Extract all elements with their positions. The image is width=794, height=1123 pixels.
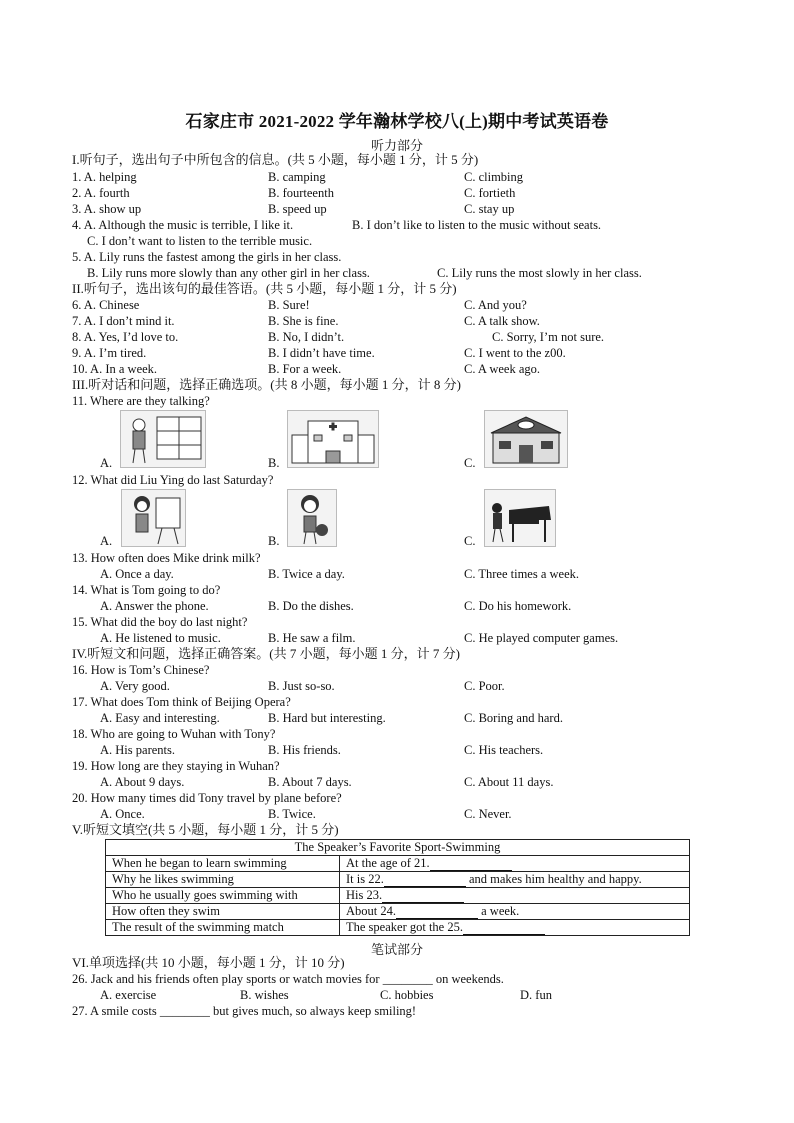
row-answer-cell bbox=[340, 872, 690, 888]
row-label: The result of the swimming match bbox=[106, 920, 340, 936]
q4-option-a: 4. A. Although the music is terrible, I like it. bbox=[72, 218, 294, 232]
q8-option-a: 8. A. Yes, I’d love to. bbox=[72, 330, 179, 344]
q27-question: 27. A smile costs ________ but gives much, so always keep smiling! bbox=[72, 1004, 417, 1018]
q19-option-b: B. About 7 days. bbox=[268, 775, 352, 789]
q11-option-c: C. bbox=[464, 456, 476, 470]
basketball-girl-picture bbox=[287, 489, 337, 547]
q18-option-c: C. His teachers. bbox=[464, 743, 544, 757]
hospital-picture bbox=[287, 410, 379, 468]
q17-option-b: B. Hard but interesting. bbox=[268, 711, 386, 725]
table-row bbox=[106, 872, 690, 888]
q2-option-b: B. fourteenth bbox=[268, 186, 334, 200]
row-answer-cell bbox=[340, 888, 690, 904]
answer-blank-24[interactable] bbox=[396, 906, 478, 919]
q10-option-c: C. A week ago. bbox=[464, 362, 541, 376]
q16-option-c: C. Poor. bbox=[464, 679, 505, 693]
table-title: The Speaker’s Favorite Sport-Swimming bbox=[106, 840, 690, 856]
row-answer-text: About 24. bbox=[346, 904, 396, 918]
row-answer-tail: a week. bbox=[478, 904, 520, 918]
q9-option-b: B. I didn’t have time. bbox=[268, 346, 375, 360]
row-answer-cell bbox=[340, 920, 690, 936]
table-row bbox=[106, 856, 690, 872]
table-row bbox=[106, 920, 690, 936]
q15-option-b: B. He saw a film. bbox=[268, 631, 356, 645]
row-answer-cell bbox=[340, 904, 690, 920]
q9-option-c: C. I went to the z00. bbox=[464, 346, 566, 360]
section-5-heading: V.听短文填空(共 5 小题，每小题 1 分，计 5 分) bbox=[72, 822, 339, 837]
q26-option-d: D. fun bbox=[520, 988, 552, 1002]
q10-option-b: B. For a week. bbox=[268, 362, 342, 376]
q19-option-a: A. About 9 days. bbox=[100, 775, 185, 789]
q12-option-b: B. bbox=[268, 534, 280, 548]
q26-option-a: A. exercise bbox=[100, 988, 157, 1002]
shop-counter-picture bbox=[120, 410, 206, 468]
piano-player-picture bbox=[484, 489, 556, 547]
row-answer-cell bbox=[340, 856, 690, 872]
section-6-heading: VI.单项选择(共 10 小题，每小题 1 分，计 10 分) bbox=[72, 955, 345, 970]
q12-option-c: C. bbox=[464, 534, 476, 548]
painting-girl-picture bbox=[121, 489, 186, 547]
q20-option-a: A. Once. bbox=[100, 807, 145, 821]
q12-option-a: A. bbox=[100, 534, 113, 548]
exam-title: 石家庄市 2021-2022 学年瀚林学校八(上)期中考试英语卷 bbox=[185, 112, 609, 131]
row-answer-text: At the age of 21. bbox=[346, 856, 430, 870]
q4-option-b: B. I don’t like to listen to the music without seats. bbox=[352, 218, 602, 232]
q2-option-c: C. fortieth bbox=[464, 186, 516, 200]
q20-option-c: C. Never. bbox=[464, 807, 512, 821]
answer-blank-21[interactable] bbox=[430, 858, 512, 871]
row-label: Why he likes swimming bbox=[106, 872, 340, 888]
q6-option-b: B. Sure! bbox=[268, 298, 310, 312]
q5-option-b: B. Lily runs more slowly than any other girl in her class. bbox=[87, 266, 370, 280]
row-answer-text: The speaker got the 25. bbox=[346, 920, 463, 934]
q13-option-b: B. Twice a day. bbox=[268, 567, 345, 581]
q4-option-c: C. I don’t want to listen to the terrible music. bbox=[87, 234, 313, 248]
answer-blank-23[interactable] bbox=[382, 890, 464, 903]
q15-option-a: A. He listened to music. bbox=[100, 631, 221, 645]
q18-option-b: B. His friends. bbox=[268, 743, 341, 757]
q6-option-c: C. And you? bbox=[464, 298, 527, 312]
store-building-picture bbox=[484, 410, 568, 468]
q15-option-c: C. He played computer games. bbox=[464, 631, 619, 645]
q17-option-c: C. Boring and hard. bbox=[464, 711, 563, 725]
q3-option-b: B. speed up bbox=[268, 202, 327, 216]
q16-option-b: B. Just so-so. bbox=[268, 679, 335, 693]
q8-option-c: C. Sorry, I’m not sure. bbox=[492, 330, 605, 344]
q1-option-b: B. camping bbox=[268, 170, 326, 184]
q3-option-a: 3. A. show up bbox=[72, 202, 142, 216]
q10-option-a: 10. A. In a week. bbox=[72, 362, 158, 376]
q2-option-a: 2. A. fourth bbox=[72, 186, 130, 200]
q9-option-a: 9. A. I’m tired. bbox=[72, 346, 147, 360]
q19-question: 19. How long are they staying in Wuhan? bbox=[72, 759, 280, 773]
q14-question: 14. What is Tom going to do? bbox=[72, 583, 221, 597]
section-2-heading: II.听句子，选出该句的最佳答语。(共 5 小题，每小题 1 分，计 5 分) bbox=[72, 281, 457, 296]
q15-question: 15. What did the boy do last night? bbox=[72, 615, 248, 629]
q14-option-c: C. Do his homework. bbox=[464, 599, 572, 613]
q18-question: 18. Who are going to Wuhan with Tony? bbox=[72, 727, 276, 741]
q16-option-a: A. Very good. bbox=[100, 679, 170, 693]
q13-option-c: C. Three times a week. bbox=[464, 567, 580, 581]
q11-question: 11. Where are they talking? bbox=[72, 394, 210, 408]
q12-question: 12. What did Liu Ying do last Saturday? bbox=[72, 473, 274, 487]
q11-option-b: B. bbox=[268, 456, 280, 470]
q1-option-c: C. climbing bbox=[464, 170, 524, 184]
q3-option-c: C. stay up bbox=[464, 202, 515, 216]
row-answer-tail: and makes him healthy and happy. bbox=[465, 872, 642, 886]
q1-option-a: 1. A. helping bbox=[72, 170, 137, 184]
q14-option-b: B. Do the dishes. bbox=[268, 599, 354, 613]
q5-option-a: 5. A. Lily runs the fastest among the girls in her class. bbox=[72, 250, 342, 264]
answer-blank-25[interactable] bbox=[463, 922, 545, 935]
q14-option-a: A. Answer the phone. bbox=[100, 599, 209, 613]
section-1-heading: I.听句子，选出句子中所包含的信息。(共 5 小题，每小题 1 分，计 5 分) bbox=[72, 152, 479, 167]
q16-question: 16. How is Tom’s Chinese? bbox=[72, 663, 210, 677]
answer-blank-22[interactable] bbox=[384, 874, 466, 887]
fill-in-table bbox=[105, 839, 690, 936]
q13-option-a: A. Once a day. bbox=[100, 567, 174, 581]
q19-option-c: C. About 11 days. bbox=[464, 775, 554, 789]
q7-option-c: C. A talk show. bbox=[464, 314, 540, 328]
row-label: When he began to learn swimming bbox=[106, 856, 340, 872]
q8-option-b: B. No, I didn’t. bbox=[268, 330, 345, 344]
q20-option-b: B. Twice. bbox=[268, 807, 316, 821]
row-answer-text: It is 22. bbox=[346, 872, 384, 886]
q20-question: 20. How many times did Tony travel by plane before? bbox=[72, 791, 342, 805]
listening-section-header: 听力部分 bbox=[370, 138, 423, 153]
q6-option-a: 6. A. Chinese bbox=[72, 298, 140, 312]
q17-question: 17. What does Tom think of Beijing Opera? bbox=[72, 695, 291, 709]
row-label: Who he usually goes swimming with bbox=[106, 888, 340, 904]
q7-option-a: 7. A. I don’t mind it. bbox=[72, 314, 175, 328]
row-answer-text: His 23. bbox=[346, 888, 383, 902]
q11-option-a: A. bbox=[100, 456, 113, 470]
q13-question: 13. How often does Mike drink milk? bbox=[72, 551, 261, 565]
section-3-heading: III.听对话和问题，选择正确选项。(共 8 小题，每小题 1 分，计 8 分) bbox=[72, 377, 461, 392]
q7-option-b: B. She is fine. bbox=[268, 314, 339, 328]
table-row bbox=[106, 904, 690, 920]
row-label: How often they swim bbox=[106, 904, 340, 920]
table-row bbox=[106, 888, 690, 904]
section-4-heading: IV.听短文和问题，选择正确答案。(共 7 小题，每小题 1 分，计 7 分) bbox=[72, 646, 460, 661]
table-title-row bbox=[106, 840, 690, 856]
q17-option-a: A. Easy and interesting. bbox=[100, 711, 220, 725]
q5-option-c: C. Lily runs the most slowly in her class. bbox=[437, 266, 642, 280]
q26-option-c: C. hobbies bbox=[380, 988, 434, 1002]
q26-question: 26. Jack and his friends often play sports or watch movies for ________ on weekends. bbox=[72, 972, 504, 986]
q26-option-b: B. wishes bbox=[240, 988, 289, 1002]
written-section-header: 笔试部分 bbox=[370, 942, 423, 957]
q18-option-a: A. His parents. bbox=[100, 743, 175, 757]
